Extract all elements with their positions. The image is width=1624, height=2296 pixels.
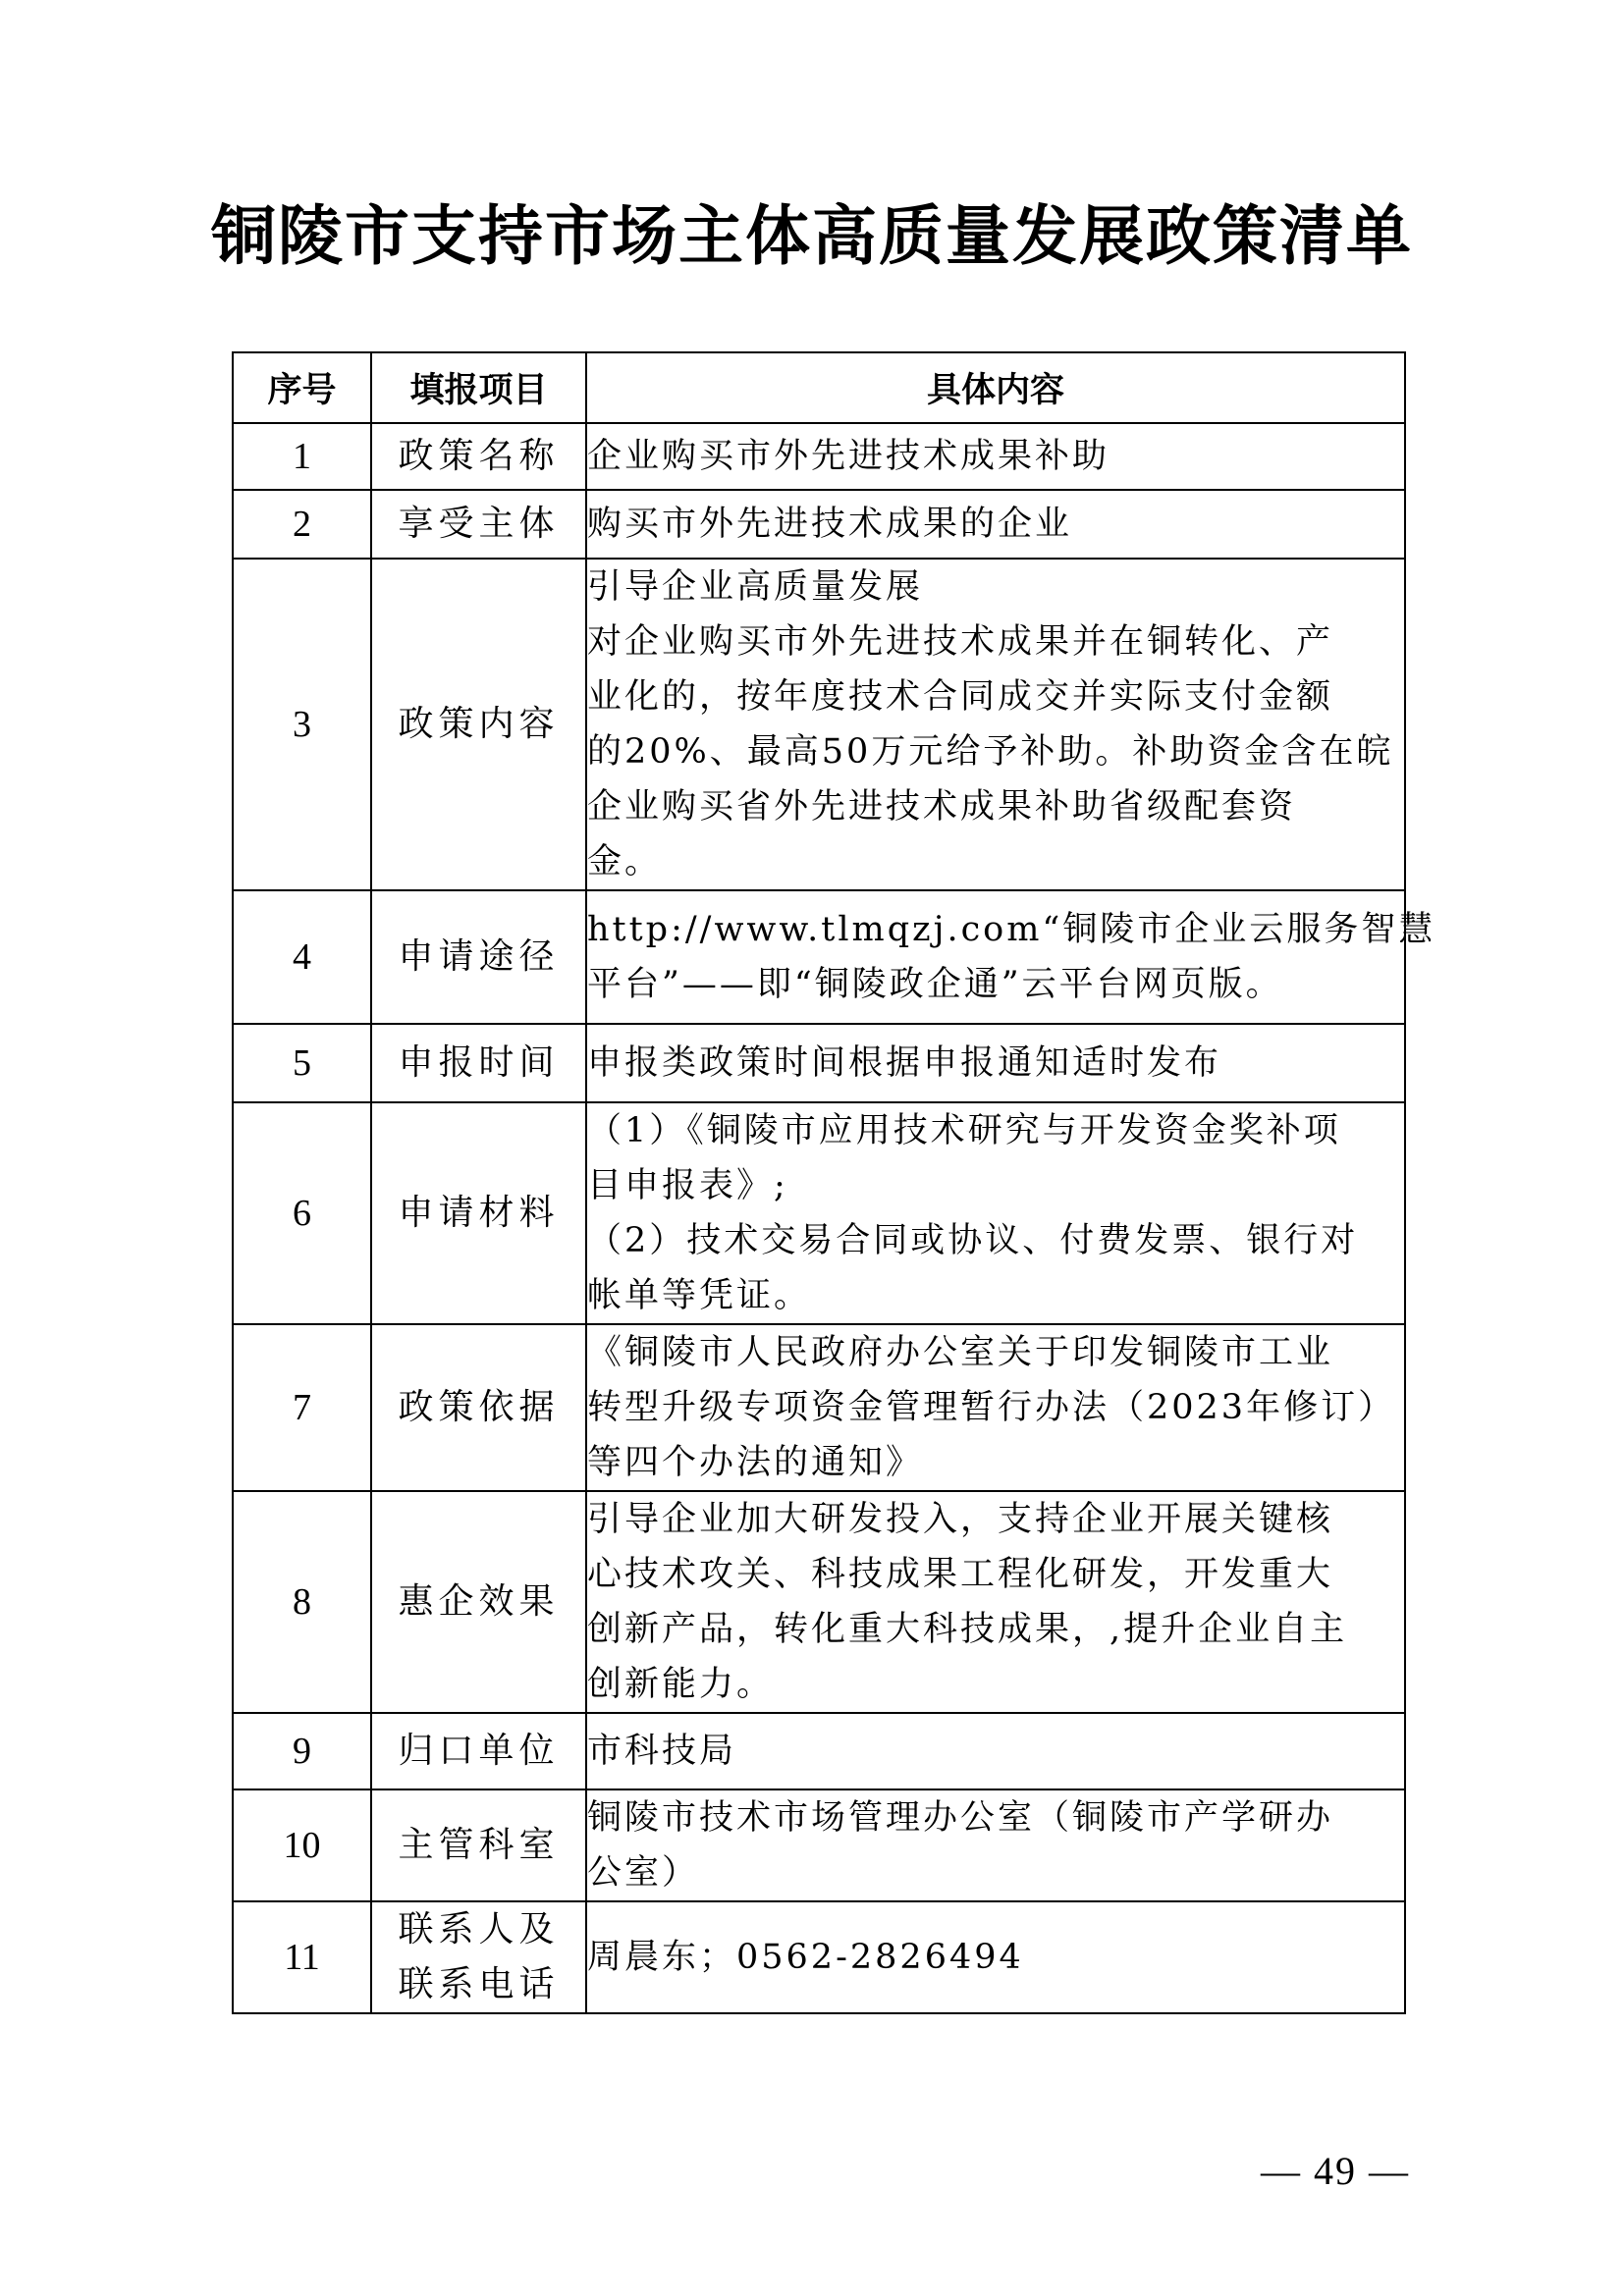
row-item-label	[371, 1324, 586, 1491]
row-item-label	[371, 1901, 586, 2013]
content-line: 目申报表》;	[587, 1166, 788, 1205]
content-line: 心技术攻关、科技成果工程化研发，开发重大	[587, 1555, 1334, 1594]
table-row	[233, 559, 1405, 890]
table-row	[233, 1102, 1405, 1324]
header-item: 填报项目	[371, 352, 586, 423]
content-line: http://www.tlmqzj.com“铜陵市企业云服务智慧	[587, 910, 1436, 949]
content-line: 购买市外先进技术成果的企业	[587, 505, 1073, 544]
content-line: 创新产品，转化重大科技成果，,提升企业自主	[587, 1610, 1348, 1649]
row-number: 1	[233, 423, 371, 490]
content-line: 创新能力。	[587, 1665, 775, 1704]
table-row	[233, 1324, 1405, 1491]
row-content	[586, 1713, 1405, 1789]
document-title: 铜陵市支持市场主体高质量发展政策清单	[211, 197, 1413, 274]
row-content	[586, 1901, 1405, 2013]
row-item-label	[371, 1713, 586, 1789]
content-line: （2）技术交易合同或协议、付费发票、银行对	[587, 1221, 1359, 1260]
row-item-label	[371, 559, 586, 890]
header-content: 具体内容	[586, 352, 1405, 423]
row-number: 3	[233, 559, 371, 890]
row-content	[586, 1102, 1405, 1324]
row-number: 2	[233, 490, 371, 559]
row-number: 5	[233, 1024, 371, 1102]
content-line: 《铜陵市人民政府办公室关于印发铜陵市工业	[587, 1333, 1334, 1372]
item-line: 联系人及	[398, 1909, 560, 1949]
table-row	[233, 1713, 1405, 1789]
row-number: 9	[233, 1713, 371, 1789]
row-number: 6	[233, 1102, 371, 1324]
row-content	[586, 423, 1405, 490]
content-line: （1）《铜陵市应用技术研究与开发资金奖补项	[587, 1111, 1341, 1150]
content-line: 引导企业加大研发投入，支持企业开展关键核	[587, 1500, 1334, 1539]
content-line: 申报类政策时间根据申报通知适时发布	[587, 1043, 1222, 1083]
content-line: 公室）	[587, 1853, 700, 1893]
content-line: 引导企业高质量发展	[587, 567, 924, 607]
item-line: 享受主体	[398, 504, 560, 544]
table-row	[233, 1024, 1405, 1102]
row-item-label	[371, 1024, 586, 1102]
table-row	[233, 1789, 1405, 1901]
content-line: 市科技局	[587, 1732, 737, 1771]
item-line: 政策依据	[398, 1387, 560, 1427]
row-item-label	[371, 1789, 586, 1901]
content-line: 平台”——即“铜陵政企通”云平台网页版。	[587, 965, 1283, 1004]
row-content	[586, 1024, 1405, 1102]
header-no: 序号	[233, 352, 371, 423]
content-line: 铜陵市技术市场管理办公室（铜陵市产学研办	[587, 1798, 1334, 1838]
content-line: 转型升级专项资金管理暂行办法（2023年修订）	[587, 1388, 1396, 1427]
row-item-label	[371, 1491, 586, 1713]
table-row	[233, 1901, 1405, 2013]
content-line: 金。	[587, 842, 663, 881]
content-line: 周晨东；0562-2826494	[587, 1938, 1024, 1977]
row-item-label	[371, 890, 586, 1024]
item-line: 政策名称	[398, 436, 560, 476]
content-line: 业化的，按年度技术合同成交并实际支付金额	[587, 677, 1334, 717]
row-number: 11	[233, 1901, 371, 2013]
table-row	[233, 423, 1405, 490]
table-row	[233, 890, 1405, 1024]
row-content	[586, 890, 1436, 1024]
row-item-label	[371, 1102, 586, 1324]
row-number: 4	[233, 890, 371, 1024]
row-item-label	[371, 423, 586, 490]
item-line: 申请材料	[398, 1193, 560, 1233]
item-line: 联系电话	[398, 1964, 560, 2004]
row-number: 8	[233, 1491, 371, 1713]
row-content	[586, 1491, 1405, 1713]
row-number: 7	[233, 1324, 371, 1491]
content-line: 对企业购买市外先进技术成果并在铜转化、产	[587, 622, 1334, 662]
item-line: 申请途径	[398, 936, 560, 977]
item-line: 归口单位	[398, 1731, 560, 1771]
row-content	[586, 1324, 1405, 1491]
item-line: 申报时间	[398, 1042, 560, 1083]
row-content	[586, 1789, 1405, 1901]
content-line: 帐单等凭证。	[587, 1276, 812, 1315]
table-row	[233, 490, 1405, 559]
content-line: 的20%、最高50万元给予补助。补助资金含在皖	[587, 732, 1394, 772]
row-content	[586, 490, 1405, 559]
policy-table	[232, 351, 1436, 2014]
item-line: 主管科室	[398, 1825, 560, 1865]
table-row	[233, 1491, 1405, 1713]
row-number: 10	[233, 1789, 371, 1901]
content-line: 等四个办法的通知》	[587, 1443, 924, 1482]
row-content	[586, 559, 1405, 890]
content-line: 企业购买市外先进技术成果补助	[587, 437, 1110, 476]
content-line: 企业购买省外先进技术成果补助省级配套资	[587, 787, 1297, 827]
item-line: 政策内容	[398, 704, 560, 744]
page-number: — 49 —	[1261, 2149, 1410, 2193]
item-line: 惠企效果	[398, 1581, 560, 1622]
table-header-row	[233, 352, 1405, 423]
row-item-label	[371, 490, 586, 559]
